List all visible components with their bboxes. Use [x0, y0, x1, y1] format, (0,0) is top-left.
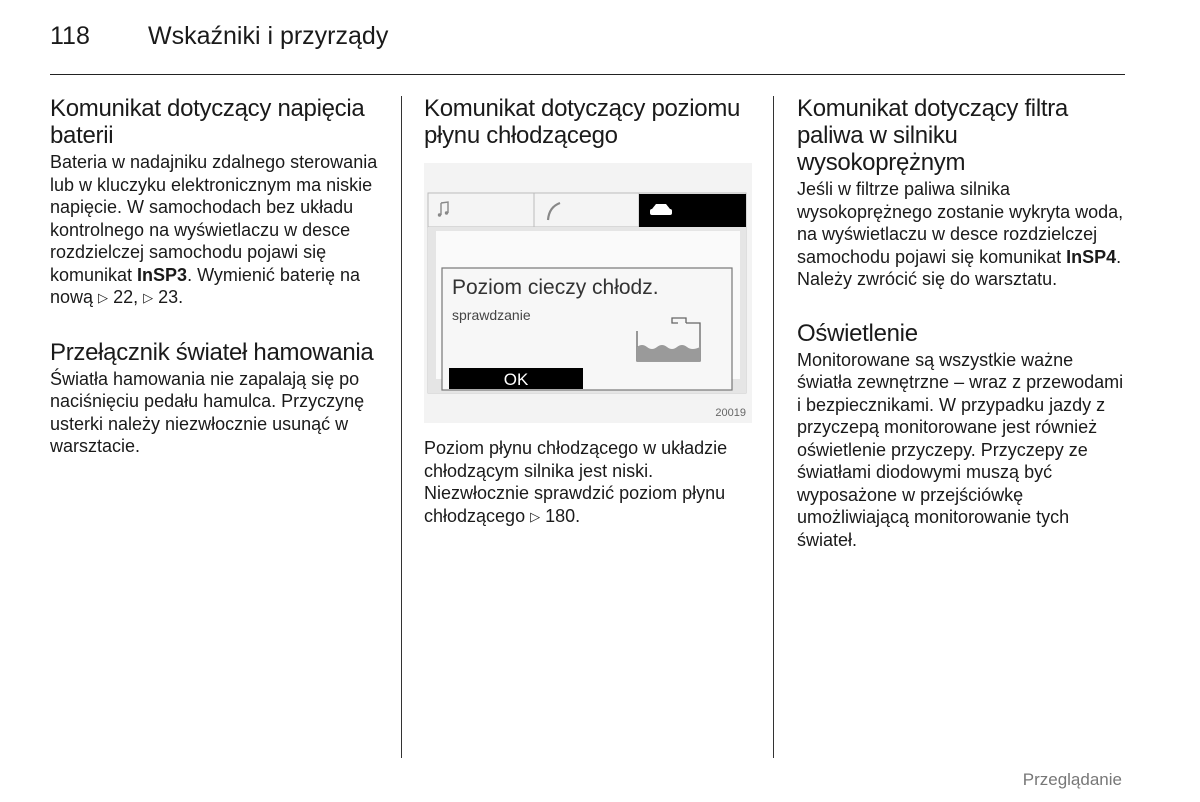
- battery-text-part-b: . Wymienić baterię na nową: [50, 264, 360, 307]
- column-separator-1: [401, 96, 402, 758]
- message-title: Poziom cieczy chłodz.: [452, 276, 659, 299]
- code-insp3: InSP3: [137, 264, 188, 285]
- coolant-caption: Poziom płynu chłodzącego w układzie chłodzącym silnika jest niski. Niezwłocznie sprawdzić poziom płynu chłodzącego ▷ 180.: [424, 437, 758, 528]
- column-1: [50, 95, 386, 458]
- page-ref-link[interactable]: 23: [158, 287, 179, 307]
- ok-label: OK: [503, 370, 529, 389]
- battery-voltage-heading: Komunikat dotyczący napięcia baterii: [50, 95, 365, 149]
- page-reference-icon: ▷: [98, 290, 109, 305]
- code-insp4: InSP4: [1066, 246, 1117, 267]
- page-reference-icon: ▷: [530, 508, 541, 524]
- coolant-level-heading: Komunikat dotyczący poziomu płynu chłodzącego: [424, 95, 741, 149]
- brake-light-switch-text: Światła hamowania nie zapalają się po naciśnięciu pedału hamulca. Przyczynę usterki należy niezwłocznie usunąć w warsztacie.: [50, 368, 365, 456]
- column-3: [797, 95, 1127, 551]
- lighting-heading: Oświetlenie: [797, 319, 918, 347]
- battery-text-part-a: Bateria w nadajniku zdalnego sterowania lub w kluczyku elektronicznym ma niskie napięcie. W samochodach bez układu kontrolnego na wyświetlaczu w desce rozdzielczej samochodu pojawi się komunikat: [50, 152, 378, 285]
- page-number: 118: [50, 22, 90, 50]
- page-ref-link[interactable]: 180: [545, 505, 576, 526]
- fuel-filter-text: [797, 178, 1127, 291]
- column-separator-2: [773, 96, 774, 758]
- header-rule: [50, 74, 1125, 75]
- fuel-filter-text-part-a: Jeśli w filtrze paliwa silnika wysokoprężnego zostanie wykryta woda, na wyświetlaczu w desce rozdzielczej samochodu pojawi się komunikat: [797, 179, 1124, 267]
- brake-light-switch-heading: Przełącznik świateł hamowania: [50, 338, 374, 366]
- fuel-filter-text-part-b: . Należy zwrócić się do warsztatu.: [797, 246, 1122, 289]
- page-reference-icon: ▷: [143, 290, 154, 305]
- coolant-caption-text: Poziom płynu chłodzącego w układzie chłodzącym silnika jest niski. Niezwłocznie sprawdzić poziom płynu chłodzącego: [424, 438, 728, 526]
- figure-number: 20019: [715, 407, 746, 419]
- display-illustration: [424, 163, 752, 423]
- running-title: Wskaźniki i przyrządy: [148, 22, 389, 50]
- display-figure: [424, 163, 752, 423]
- message-subtitle: sprawdzanie: [452, 307, 531, 323]
- column-2: [424, 95, 758, 528]
- footer-label: Przeglądanie: [1022, 770, 1122, 789]
- battery-voltage-text: Bateria w nadajniku zdalnego sterowania lub w kluczyku elektronicznym ma niskie napięcie. W samochodach bez układu kontrolnego na wyświetlaczu w desce rozdzielczej samochodu pojawi się komunikat InSP3. Wymienić baterię na nową ▷ 22, ▷ 23.: [50, 151, 386, 310]
- fuel-filter-heading: Komunikat dotyczący filtra paliwa w silniku wysokoprężnym: [797, 95, 1068, 176]
- lighting-text: Monitorowane są wszystkie ważne światła zewnętrzne – wraz z przewodami i bezpiecznikami. W przypadku jazdy z przyczepą monitorowane jest również oświetlenie przyczepy. Przyczepy ze światłami diodowymi muszą być wyposażone w przejściówkę umożliwiającą monitorowanie tych świateł.: [797, 349, 1124, 550]
- page-ref-link[interactable]: 22: [113, 287, 134, 307]
